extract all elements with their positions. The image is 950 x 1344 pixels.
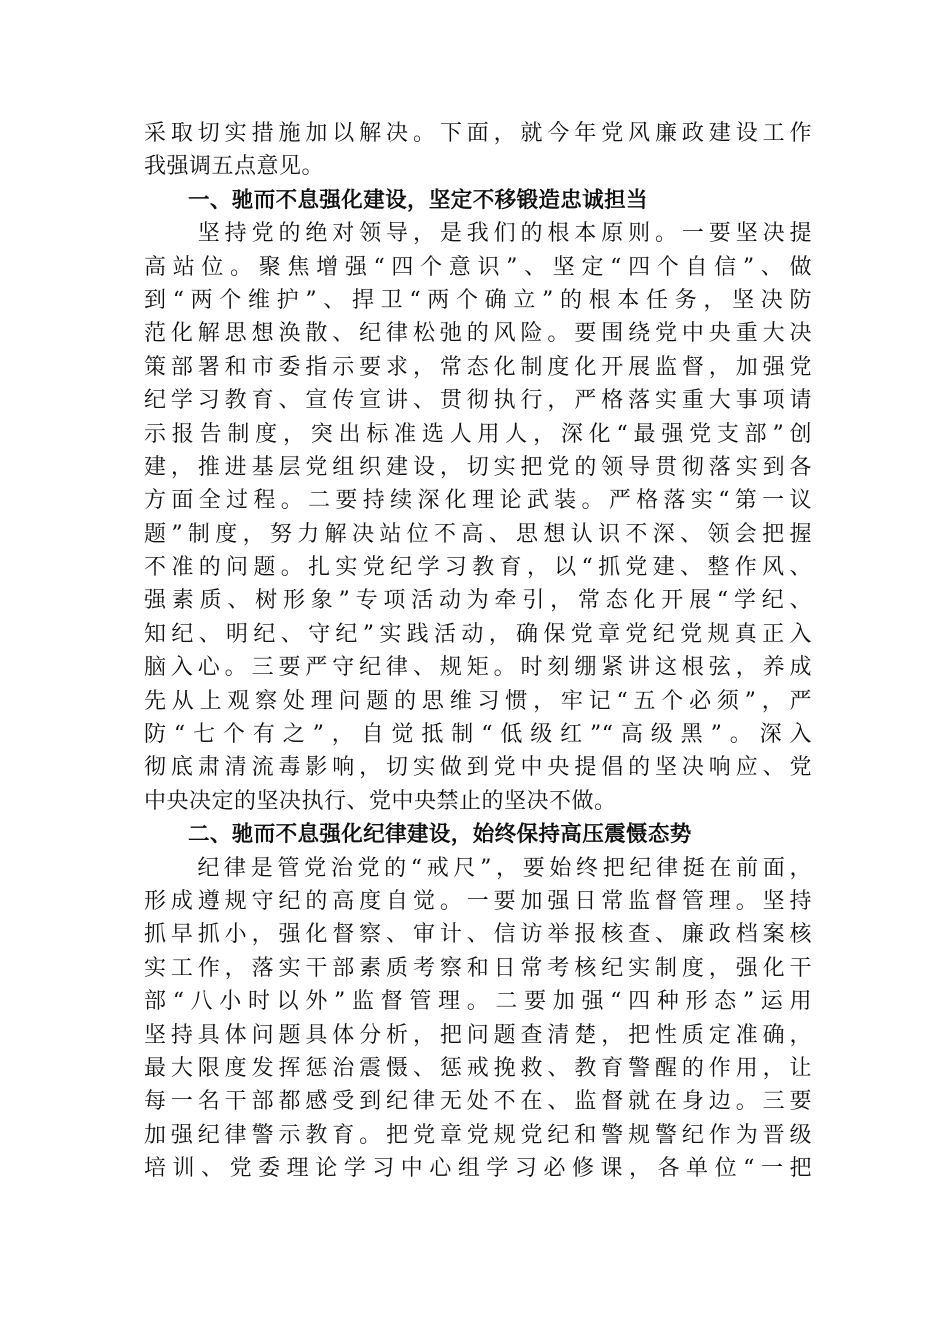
- paragraph-line: 防“七个有之”，自觉抵制“低级红”“高级黑”。深入: [144, 722, 812, 748]
- paragraph-line: 实工作，落实干部素质考察和日常考核纪实制度，强化干: [144, 955, 812, 981]
- paragraph-line: 建，推进基层党组织建设，切实把党的领导贯彻落实到各: [144, 454, 812, 480]
- paragraph-line: 培训、党委理论学习中心组学习必修课，各单位“一把: [144, 1156, 812, 1182]
- paragraph-line: 策部署和市委指示要求，常态化制度化开展监督，加强党: [144, 354, 812, 380]
- paragraph-line: 纪律是管党治党的“戒尺”，要始终把纪律挺在前面，: [144, 855, 812, 881]
- paragraph-line: 彻底肃清流毒影响，切实做到党中央提倡的坚决响应、党: [144, 755, 812, 781]
- paragraph-line: 到“两个维护”、捍卫“两个确立”的根本任务，坚决防: [144, 287, 812, 313]
- paragraph-line: 高站位。聚焦增强“四个意识”、坚定“四个自信”、做: [144, 254, 812, 280]
- paragraph-line: 最大限度发挥惩治震慑、惩戒挽救、教育警醒的作用，让: [144, 1055, 812, 1081]
- section-heading: 二、驰而不息强化纪律建设，始终保持高压震慑态势: [188, 822, 692, 848]
- paragraph-line: 纪学习教育、宣传宣讲、贯彻执行，严格落实重大事项请: [144, 388, 812, 414]
- document-body: [144, 117, 812, 1186]
- paragraph-line: 知纪、明纪、守纪”实践活动，确保党章党纪党规真正入: [144, 621, 812, 647]
- paragraph-line: 抓早抓小，强化督察、审计、信访举报核查、廉政档案核: [144, 922, 812, 948]
- paragraph-line: 范化解思想涣散、纪律松弛的风险。要围绕党中央重大决: [144, 321, 812, 347]
- paragraph-line: 加强纪律警示教育。把党章党规党纪和警规警纪作为晋级: [144, 1122, 812, 1148]
- intro-line: 我强调五点意见。: [144, 154, 325, 180]
- section-heading: 一、驰而不息强化建设，坚定不移锻造忠诚担当: [188, 187, 648, 213]
- paragraph-line: 先从上观察处理问题的思维习惯，牢记“五个必须”，严: [144, 688, 812, 714]
- paragraph-line: 方面全过程。二要持续深化理论武装。严格落实“第一议: [144, 488, 812, 514]
- paragraph-line: 不准的问题。扎实党纪学习教育，以“抓党建、整作风、: [144, 555, 812, 581]
- paragraph-line: 坚持具体问题具体分析，把问题查清楚，把性质定准确，: [144, 1022, 812, 1048]
- paragraph-line: 部“八小时以外”监督管理。二要加强“四种形态”运用: [144, 989, 812, 1015]
- paragraph-line: 形成遵规守纪的高度自觉。一要加强日常监督管理。坚持: [144, 888, 812, 914]
- paragraph-line: 坚持党的绝对领导，是我们的根本原则。一要坚决提: [144, 221, 812, 247]
- paragraph-line: 强素质、树形象”专项活动为牵引，常态化开展“学纪、: [144, 588, 812, 614]
- paragraph-line: 题”制度，努力解决站位不高、思想认识不深、领会把握: [144, 521, 812, 547]
- paragraph-line: 脑入心。三要严守纪律、规矩。时刻绷紧讲这根弦，养成: [144, 655, 812, 681]
- paragraph-line: 示报告制度，突出标准选人用人，深化“最强党支部”创: [144, 421, 812, 447]
- intro-line: 采取切实措施加以解决。下面，就今年党风廉政建设工作: [144, 121, 812, 146]
- paragraph-line: 每一名干部都感受到纪律无处不在、监督就在身边。三要: [144, 1089, 812, 1115]
- paragraph-line: 中央决定的坚决执行、党中央禁止的坚决不做。: [144, 788, 617, 814]
